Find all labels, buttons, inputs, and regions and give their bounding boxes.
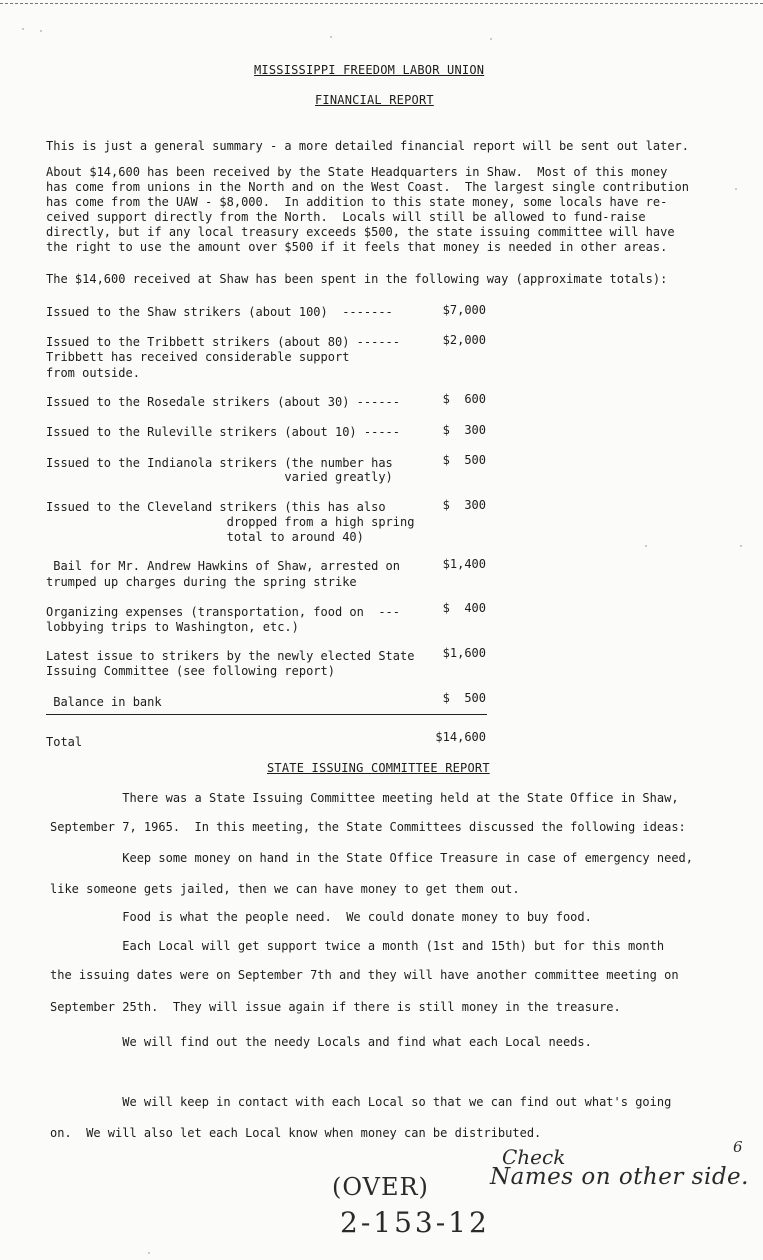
committee-line: Food is what the people need. We could donate money to buy food. <box>50 910 592 924</box>
handwritten-document-id: 2-153-12 <box>340 1206 490 1239</box>
ledger-item-line: Issued to the Indianola strikers (the number has <box>46 456 393 470</box>
intro-line: has come from the UAW - $8,000. In addition to this state money, some locals have re- <box>46 195 668 209</box>
scan-speck <box>735 188 737 190</box>
ledger-item-line: Latest issue to strikers by the newly elected State <box>46 649 415 663</box>
ledger-item-line: Issuing Committee (see following report) <box>46 664 335 678</box>
total-rule <box>46 714 487 715</box>
handwritten-over: (OVER) <box>332 1173 429 1201</box>
ledger-item-line: Balance in bank <box>46 695 162 709</box>
handwritten-page-number: 6 <box>733 1138 743 1156</box>
scan-speck <box>645 545 647 547</box>
committee-line: Keep some money on hand in the State Office Treasure in case of emergency need, <box>50 851 693 865</box>
intro-line: has come from unions in the North and on the West Coast. The largest single contribution <box>46 180 689 194</box>
ledger-item-line: trumped up charges during the spring strike <box>46 575 357 589</box>
ledger-item-line: Organizing expenses (transportation, food on --- <box>46 605 401 619</box>
ledger-amount: $ 400 <box>442 601 486 615</box>
ledger-amount: $1,400 <box>442 557 486 571</box>
scan-speck <box>148 1252 150 1254</box>
committee-line: on. We will also let each Local know when money can be distributed. <box>50 1126 542 1140</box>
ledger-item-line: dropped from a high spring <box>46 515 415 529</box>
ledger-item-line: Issued to the Ruleville strikers (about 10) ----- <box>46 425 401 439</box>
scan-speck <box>330 36 332 38</box>
scan-speck <box>740 545 742 547</box>
ledger-item-line: Issued to the Tribbett strikers (about 80) ------ <box>46 335 401 349</box>
summary-text: This is just a general summary - a more detailed financial report will be sent out later. <box>46 139 689 153</box>
committee-line: like someone gets jailed, then we can have money to get them out. <box>50 882 520 896</box>
handwritten-check: Check <box>502 1145 566 1169</box>
ledger-amount: $ 300 <box>442 498 486 512</box>
committee-line: the issuing dates were on September 7th and they will have another committee meeting on <box>50 968 679 982</box>
ledger-amount: $ 500 <box>442 453 486 467</box>
ledger-amount: $ 600 <box>442 392 486 406</box>
ledger-item-line: Issued to the Shaw strikers (about 100) ------- <box>46 305 393 319</box>
ledger-item-line: from outside. <box>46 366 140 380</box>
ledger-amount: $ 300 <box>442 423 486 437</box>
committee-line: We will find out the needy Locals and find what each Local needs. <box>50 1035 592 1049</box>
ledger-item-line: Issued to the Cleveland strikers (this has also <box>46 500 386 514</box>
committee-line: We will keep in contact with each Local so that we can find out what's going <box>50 1095 672 1109</box>
org-title: MISSISSIPPI FREEDOM LABOR UNION <box>254 63 485 77</box>
ledger-item-line: varied greatly) <box>46 470 393 484</box>
ledger-amount: $1,600 <box>442 646 486 660</box>
ledger-item-line: total to around 40) <box>46 530 364 544</box>
ledger-amount: $ 500 <box>442 691 486 705</box>
intro-line: About $14,600 has been received by the State Headquarters in Shaw. Most of this money <box>46 165 668 179</box>
total-amount: $14,600 <box>435 730 486 744</box>
ledger-item-line: Tribbett has received considerable support <box>46 350 350 364</box>
committee-line: September 25th. They will issue again if there is still money in the treasure. <box>50 1000 621 1014</box>
scan-speck <box>490 38 492 40</box>
ledger-amount: $2,000 <box>442 333 486 347</box>
total-label: Total <box>46 735 83 749</box>
scan-speck <box>40 30 42 32</box>
intro-line: ceived support directly from the North. Locals will still be allowed to fund-raise <box>46 210 646 224</box>
ledger-item-line: lobbying trips to Washington, etc.) <box>46 620 299 634</box>
intro-line: directly, but if any local treasury exceeds $500, the state issuing committee will have <box>46 225 675 239</box>
ledger-item-line: Bail for Mr. Andrew Hawkins of Shaw, arrested on <box>46 559 401 573</box>
committee-line: September 7, 1965. In this meeting, the State Committees discussed the following ideas: <box>50 820 686 834</box>
top-edge-rule <box>0 3 763 4</box>
intro-line: the right to use the amount over $500 if it feels that money is needed in other areas. <box>46 240 668 254</box>
ledger-amount: $7,000 <box>442 303 486 317</box>
spent-intro: The $14,600 received at Shaw has been spent in the following way (approximate totals): <box>46 272 668 286</box>
scan-speck <box>22 28 24 30</box>
report-title: FINANCIAL REPORT <box>315 93 434 107</box>
handwritten-names-note: Names on other side. <box>490 1164 749 1190</box>
committee-line: There was a State Issuing Committee meeting held at the State Office in Shaw, <box>50 791 679 805</box>
committee-line: Each Local will get support twice a month (1st and 15th) but for this month <box>50 939 665 953</box>
committee-title: STATE ISSUING COMMITTEE REPORT <box>267 761 490 775</box>
ledger-item-line: Issued to the Rosedale strikers (about 30) ------ <box>46 395 401 409</box>
